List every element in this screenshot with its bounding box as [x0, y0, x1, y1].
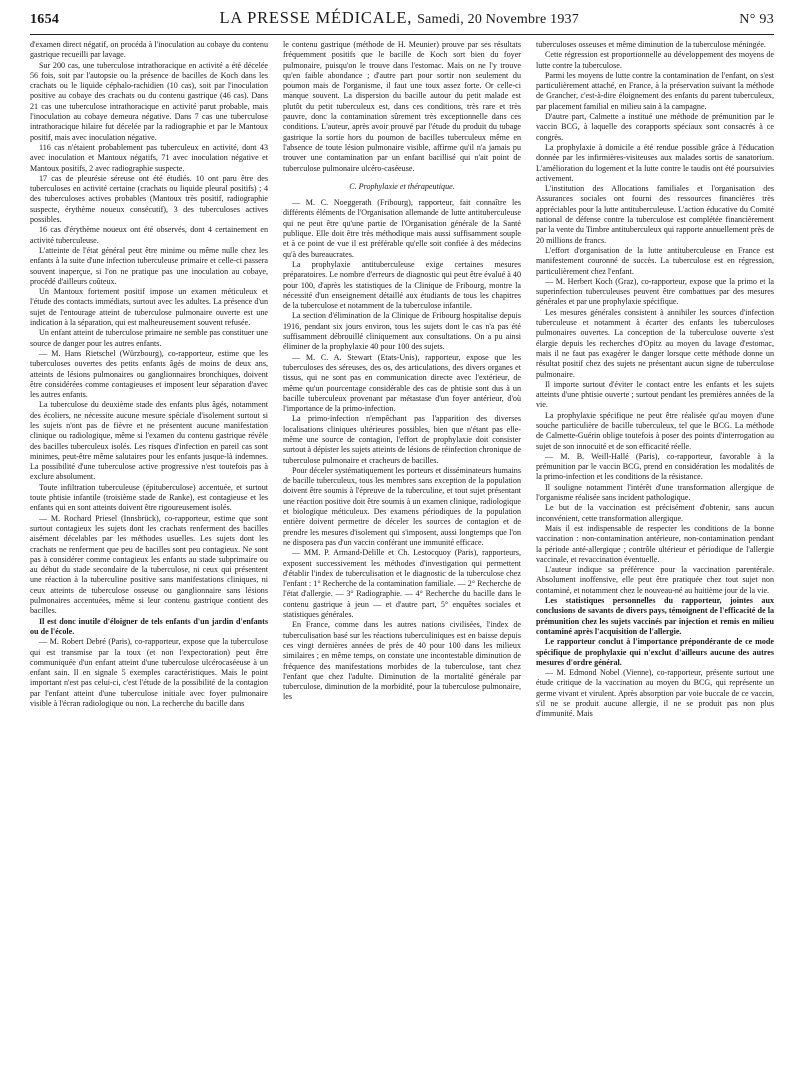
paragraph: Les statistiques personnelles du rapporteur, jointes aux conclusions de savants de divers pays, témoignent de l'efficacité de la prémunition chez les sujets vaccinés par injection et remis en milieu contaminé après l'acquisition de l'allergie. [536, 596, 774, 636]
paragraph: L'institution des Allocations familiales et l'organisation des Assurances sociales ont fourni des ressources financières très appréciables pour la lutte antituberculeuse. L'action éducative du Comité national de défense contre la tuberculose est complétée financièrement par la vente du Timbre antituberculeux qui rapporte annuellement près de 20 millions de francs. [536, 184, 774, 245]
paragraph: Pour déceler systématiquement les porteurs et disséminateurs humains de bacille tuberculeux, tous les membres sans exception de la population doivent être soumis à l'épreuve de la tuberculine, et tout sujet présentant une réaction positive doit être soumis à un examen clinique, radiologique et biologique méticuleux. Des examens périodiques de la population entière doivent permettre de déceler les sources de contagion et de prendre les mesures d'isolement qui s'imposent, aussi longtemps que l'on ne disposera pas d'un vaccin conférant une immunité efficace. [283, 465, 521, 547]
paragraph: — M. Herbert Koch (Graz), co-rapporteur, expose que la primo et la superinfection tuberculeuses peuvent être combattues par des mesures générales et par une prophylaxie spécifique. [536, 276, 774, 307]
journal-title [220, 8, 579, 28]
paragraph: La section d'élimination de la Clinique de Fribourg hospitalise depuis 1916, pendant six jours environ, tous les sujets dont le cas n'a pas été suffisamment débrouillé cliniquement aux consultations. On a pu ainsi éliminer de la prophylaxie 40 pour 100 des sujets. [283, 311, 521, 352]
paragraph: L'atteinte de l'état général peut être minime ou même nulle chez les enfants à la suite d'une infection tuberculeuse primaire et celle-ci passera souvent inaperçue, si l'on ne pratique pas une inoculation au cobaye, procédé d'ailleurs coûteux. [30, 245, 268, 286]
paragraph: Toute infiltration tuberculeuse (épituberculose) accentuée, et surtout toute phtisie infantile (troisième stade de Ranke), est contagieuse et les enfants qui en sont atteints doivent être rigoureusement isolés. [30, 482, 268, 513]
paragraph: 116 cas n'étaient probablement pas tuberculeux en activité, dont 43 avec inoculation et Mantoux négatifs, 71 avec inoculation négative et Mantoux positifs, 2 avec radiographie suspecte. [30, 142, 268, 173]
paragraph: — M. Edmond Nobel (Vienne), co-rapporteur, présente surtout une étude critique de la vaccination au moyen du BCG, qui représente un germe vivant et virulent. Après absorption par voie buccale de ce vaccin, s'il ne se produit aucune allergie, il ne se produit pas non plus d'immunité. Mais [536, 668, 774, 719]
paragraph: En France, comme dans les autres nations civilisées, l'index de tuberculisation basé sur les réactions tuberculiniques est en baisse depuis ces vingt dernières années de près de 40 pour 100 dans les milieux similaires ; en même temps, on constate une incontestable diminution de fréquence des manifestations morbides de la tuberculose, tant chez l'enfant que chez l'adulte. Diminution de la mortalité générale par tuberculose, diminution de la morbidité, pour la tuberculose pulmonaire, les [283, 620, 521, 702]
column-2 [283, 40, 521, 1074]
paragraph: — M. Robert Debré (Paris), co-rapporteur, expose que la tuberculose qui est transmise par la toux (et non l'expectoration) peut être communiquée d'un enfant atteint d'une tuberculose ulcérocaséeuse à un enfant sain. Il en signale 5 exemples caractéristiques. Mais le point important n'est pas celui-ci, c'est l'étude de la possibilité de la contagion par l'enfant atteint d'une tuberculose initiale avec foyer pulmonaire visible à l'écran radiologique ou non. La recherche du bacille dans [30, 637, 268, 708]
paragraph: Parmi les moyens de lutte contre la contamination de l'enfant, on s'est particulièrement attaché, en France, à la préservation suivant la méthode de Grancher, c'est-à-dire éloignement des enfants du parent tuberculeux, par placement familial en milieu sain à la campagne. [536, 70, 774, 111]
column-1 [30, 40, 268, 1074]
paragraph: La prophylaxie spécifique ne peut être réalisée qu'au moyen d'une souche particulière de bacille tuberculeux, tel que le BCG. La méthode de Calmette-Guérin oblige toutefois à poser des points d'interrogation au sujet de son innocuité et de son efficacité réelle. [536, 410, 774, 451]
paragraph: Cette régression est proportionnelle au développement des moyens de lutte contre la tuberculose. [536, 50, 774, 70]
paragraph: — M. Hans Rietschel (Würzbourg), co-rapporteur, estime que les tuberculoses ouvertes des petits enfants âgés de moins de deux ans, atteints de lésions pulmonaires ou ganglionnaires bronchiques, doivent être considérées comme contagieuses et imposent leur séparation d'avec les autres enfants. [30, 348, 268, 400]
section-heading: C. Prophylaxie et thérapeutique. [349, 181, 455, 191]
header-rule [30, 34, 774, 35]
paragraph: 16 cas d'érythème noueux ont été observés, dont 4 certainement en activité tuberculeuse. [30, 225, 268, 245]
paragraph: L'auteur indique sa préférence pour la vaccination parentérale. Absolument inoffensive, elle peut être pratiquée chez tout sujet non contaminé, et notamment chez le nouveau-né au huitième jour de la vie. [536, 565, 774, 595]
journal-name: LA PRESSE MÉDICALE, [219, 8, 413, 27]
column-3 [536, 40, 774, 1074]
paragraph: Il importe surtout d'éviter le contact entre les enfants et les sujets atteints d'une phtisie ouverte ; surtout pendant les premières années de la vie. [536, 379, 774, 410]
paragraph: Sur 200 cas, une tuberculose intrathoracique en activité a été décelée 56 fois, soit par l'autopsie ou la présence de bacilles de Koch dans les crachats ou le liquide céphalo-rachidien (10 cas), soit par l'inoculation positive au cobaye des crachats ou du contenu gastrique (46 cas). Dans 21 cas une tuberculose intrathoracique en activité parut probable, mais l'inoculation au cobaye demeura négative. Dans 7 cas une tuberculose intrathoracique hilaire fut décelée par la radiographie et par le Mantoux positif, mais avec inoculation négative. [30, 60, 268, 142]
paragraph: Il est donc inutile d'éloigner de tels enfants d'un jardin d'enfants ou de l'école. [30, 616, 268, 636]
issue-number: N° 93 [739, 12, 774, 27]
paragraph: Un Mantoux fortement positif impose un examen méticuleux et l'étude des contacts immédiats, surtout avec les adultes. La présence d'un sujet de l'entourage atteint de tuberculose pulmonaire ouverte est une indication à la séparation, qui est malheureusement souvent refusée. [30, 287, 268, 328]
paragraph: le contenu gastrique (méthode de H. Meunier) prouve par ses résultats fréquemment positifs que le bacille de Koch sort bien du foyer pulmonaire, puisqu'on le trouve dans l'estomac. Mais on ne l'y trouve qu'en faible abondance ; d'autre part pour sortir non seulement du poumon mais de l'organisme, il faut une toux assez forte. Or celle-ci manque souvent. La dispersion du bacille autour du petit malade est plutôt du petit tuberculeux est, dans ces conditions, très rare et très pauvre, donc la contamination sûrement très exceptionnelle dans ces conditions. L'auteur, après avoir prouvé par l'étude du produit du tubage gastrique la sortie hors du poumon de bacilles tuberculeux même en l'absence de toute lésion pulmonaire visible, affirme qu'il n'a jamais pu trouver une contamination par un enfant bacillisé qui n'ait point de tuberculose pulmonaire ulcéro-caséeuse. [283, 40, 521, 173]
paragraph: — MM. P. Armand-Delille et Ch. Lestocquoy (Paris), rapporteurs, exposent successivement les méthodes d'investigation qui permettent d'établir l'index de tuberculisation et le diagnostic de la tuberculose chez l'enfant : 1° Recherche de la contamination familiale. — 2° Recherche de l'état d'allergie. — 3° Radiographie. — 4° Recherche du bacille dans le contenu gastrique à jeun — et d'autre part, 5° enquêtes sociales et statistiques générales. [283, 548, 521, 620]
paragraph: — M. C. A. Stewart (Etats-Unis), rapporteur, expose que les tuberculoses des séreuses, des os, des articulations, des divers organes et tissus, qui ne sont pas en communication directe avec l'extérieur, de même qu'un pourcentage considérable des cas de phtisie sont dus à un bacille tuberculeux provenant par métastase d'un foyer antérieur, d'où l'importance de la primo-infection. [283, 352, 521, 414]
page-number: 1654 [30, 12, 60, 27]
paragraph: — M. Rochard Priesel (Innsbrück), co-rapporteur, estime que sont surtout contagieux les sujets dont les crachats renferment des bacilles aisément décelables par les méthodes usuelles. Les sujets dont les crachats ne renferment que peu de bacilles sont peu contagieux. Ne sont pas à considérer comme contagieux les enfants au stade subprimaire ou au début du stade secondaire de la tuberculose, ni ceux qui présentent une réaction à la tuberculine positive sans manifestations cliniques, ni ceux atteints de tuberculose osseuse ou ganglionnaire sans lésions pulmonaires accentuées, même si leur contenu gastrique contient des bacilles. [30, 513, 268, 616]
paragraph: D'autre part, Calmette a institué une méthode de prémunition par le vaccin BCG, à laquelle des corapports spéciaux sont consacrés à ce congrès. [536, 112, 774, 142]
paragraph: — M. B. Weill-Hallé (Paris), co-rapporteur, favorable à la prémunition par le vaccin BCG, prend en considération les modalités de la primo-infection et les conditions de la résistance. [536, 451, 774, 482]
paragraph: — M. C. Noeggerath (Fribourg), rapporteur, fait connaître les différents éléments de l'Organisation allemande de lutte antituberculeuse qui ne peut être qu'une partie de l'Organisation générale de la Santé publique. Elle doit être très méthodique mais aussi suffisamment souple et à ce point de vue il est préférable qu'elle soit confiée à des médecins qu'à des bureaucrates. [283, 198, 521, 259]
paragraph: Mais il est indispensable de respecter les conditions de la bonne vaccination : non-contamination antérieure, non-contamination pendant la période anté-allergique ; contrôle ultérieur et périodique de l'allergie vaccinale, et revaccination éventuelle. [536, 523, 774, 564]
paragraph: d'examen direct négatif, on procéda à l'inoculation au cobaye du contenu gastrique recueilli par lavage. [30, 40, 268, 60]
page-header [30, 8, 774, 30]
paragraph: Il souligne notamment l'intérêt d'une transformation allergique de l'organisme réalisée sans incident pathologique. [536, 482, 774, 503]
paragraph: tuberculoses osseuses et même diminution de la tuberculose méningée. [536, 40, 766, 49]
paragraph: 17 cas de pleurésie séreuse ont été étudiés. 10 ont paru être des tuberculoses en activité certaine (crachats ou liquide pleural positifs) ; 4 des tuberculoses actives probables (Mantoux très positif, radiographie suspecte, érythème noueux consécutif), 3 des tuberculoses actives possibles. [30, 173, 268, 225]
paragraph: La primo-infection n'empêchant pas l'apparition des diverses localisations cliniques ultérieures possibles, bien que n'étant pas elle-même une source de contagion, l'effort de prophylaxie doit consister surtout à dépister les sujets atteints de lésions de réinfection chronique de tuberculose pulmonaire et cracheurs de bacilles. [283, 414, 521, 465]
article-columns [30, 40, 774, 1074]
paragraph: Le rapporteur conclut à l'importance prépondérante de ce mode spécifique de prophylaxie qui n'exclut d'ailleurs aucune des autres mesures d'ordre général. [536, 637, 774, 667]
paragraph: Le but de la vaccination est précisément d'obtenir, sans aucun inconvénient, cette transformation allergique. [536, 503, 774, 523]
paragraph: La prophylaxie antituberculeuse exige certaines mesures préparatoires. Le nombre d'erreurs de diagnostic qui peut être évalué à 40 pour 100, d'après les statistiques de la Clinique de Fribourg, montre la nécessité d'un enseignement détaillé aux étudiants de tous les chapitres de la tuberculose et notamment de la tuberculose infantile. [283, 259, 521, 311]
paragraph: Les mesures générales consistent à annihiler les sources d'infection tuberculeuse et notamment à écarter des enfants les tuberculoses pulmonaires ouvertes. La conception de la tuberculose ouverte s'est élargie depuis les recherches d'Opitz au moyen du lavage d'estomac, mais il ne faut pas exagérer le danger lorsque cette méthode donne un résultat positif chez des sujets ne présentant aucun signe de tuberculose pulmonaire. [536, 307, 774, 379]
paragraph: La tuberculose du deuxième stade des enfants plus âgés, notamment des écoliers, ne nécessite aucune mesure spéciale d'isolement surtout si les sujets n'ont pas de fièvre et ne présentent aucune manifestation clinique ou radiologique, même si l'examen du contenu gastrique révèle des bacilles tuberculeux isolés. Les risques d'infection en pareil cas sont minimes, peut-être même salutaires pour les enfants jusque-là indemnes. La possibilité d'une tuberculose active progressive n'est toutefois pas à exclure absolument. [30, 400, 268, 482]
paragraph: L'effort d'organisation de la lutte antituberculeuse en France est manifestement couronné de succès. La tuberculose est en régression, particulièrement chez l'enfant. [536, 245, 774, 276]
issue-date: Samedi, 20 Novembre 1937 [417, 12, 579, 27]
paragraph: Un enfant atteint de tuberculose primaire ne semble pas constituer une source de danger pour les autres enfants. [30, 328, 268, 348]
newspaper-page [30, 8, 774, 1076]
paragraph: La prophylaxie à domicile a été rendue possible grâce à l'éducation donnée par les infirmières-visiteuses aux malades sortis de sanatorium. L'amélioration du logement et la lutte contre le taudis ont été poursuivies activement. [536, 142, 774, 183]
